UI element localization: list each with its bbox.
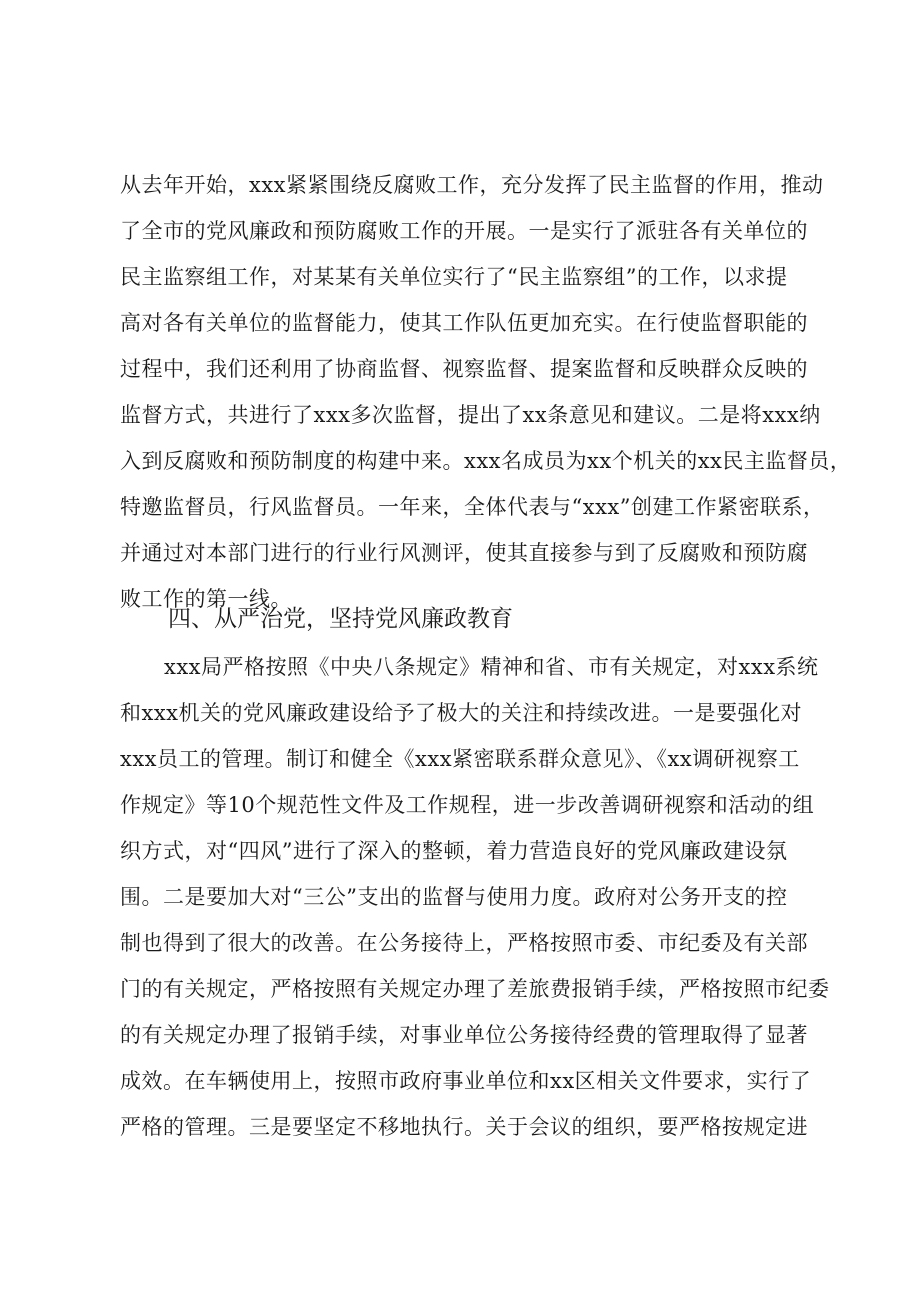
paragraph-line: 严格的管理。三是要坚定不移地执行。关于会议的组织，要严格按规定进 xyxy=(120,1115,808,1139)
paragraph-line: xxx局严格按照《中央八条规定》精神和省、市有关规定，对xxx系统 xyxy=(164,655,819,679)
paragraph-line: 围。二是要加大对“三公”支出的监督与使用力度。政府对公务开支的控 xyxy=(120,885,788,909)
paragraph-line: 成效。在车辆使用上，按照市政府事业单位和xx区相关文件要求，实行了 xyxy=(120,1069,812,1093)
paragraph-line: 高对各有关单位的监督能力，使其工作队伍更加充实。在行使监督职能的 xyxy=(120,311,808,335)
paragraph-line: 监督方式，共进行了xxx多次监督，提出了xx条意见和建议。二是将xxx纳 xyxy=(120,403,821,427)
paragraph-line: 门的有关规定，严格按照有关规定办理了差旅费报销手续，严格按照市纪委 xyxy=(120,977,830,1001)
paragraph-line: 和xxx机关的党风廉政建设给予了极大的关注和持续改进。一是要强化对 xyxy=(120,701,803,725)
paragraph-line: 作规定》等10个规范性文件及工作规程，进一步改善调研视察和活动的组 xyxy=(120,793,815,817)
paragraph-line: xxx员工的管理。制订和健全《xxx紧密联系群众意见》、《xx调研视察工 xyxy=(120,747,800,771)
paragraph-line: 特邀监督员，行风监督员。一年来，全体代表与“xxx”创建工作紧密联系， xyxy=(120,495,825,519)
paragraph-line: 织方式，对“四风”进行了深入的整顿，着力营造良好的党风廉政建设氛 xyxy=(120,839,788,863)
section-heading: 四、从严治党，坚持党风廉政教育 xyxy=(168,606,513,632)
paragraph-line: 制也得到了很大的改善。在公务接待上，严格按照市委、市纪委及有关部 xyxy=(120,931,808,955)
paragraph-line: 败工作的第一线。 xyxy=(120,587,292,611)
paragraph-line: 过程中，我们还利用了协商监督、视察监督、提案监督和反映群众反映的 xyxy=(120,357,808,381)
paragraph-line: 从去年开始，xxx紧紧围绕反腐败工作，充分发挥了民主监督的作用，推动 xyxy=(120,173,824,197)
paragraph-line: 入到反腐败和预防制度的构建中来。xxx名成员为xx个机关的xx民主监督员， xyxy=(120,449,852,473)
paragraph-line: 民主监察组工作，对某某有关单位实行了“民主监察组”的工作，以求提 xyxy=(120,265,788,289)
paragraph-line: 的有关规定办理了报销手续，对事业单位公务接待经费的管理取得了显著 xyxy=(120,1023,808,1047)
paragraph-line: 了全市的党风廉政和预防腐败工作的开展。一是实行了派驻各有关单位的 xyxy=(120,219,808,243)
paragraph-line: 并通过对本部门进行的行业行风测评，使其直接参与到了反腐败和预防腐 xyxy=(120,541,808,565)
